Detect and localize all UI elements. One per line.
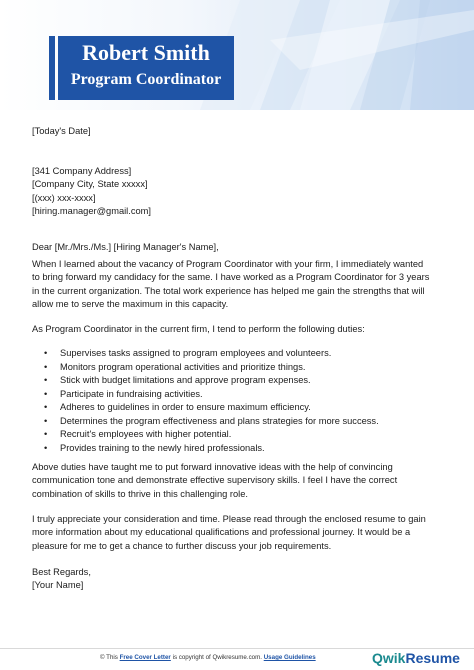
duty-text: Supervises tasks assigned to program employees and volunteers. bbox=[60, 348, 332, 358]
name-banner bbox=[58, 36, 234, 100]
closing2-line: pleasure for me to get a chance to further discuss your job requirements. bbox=[32, 540, 332, 551]
duty-text: Determines the program effectiveness and plans strategies for more success. bbox=[60, 415, 379, 426]
intro-line: allow me to serve the maximum in this capacity. bbox=[32, 299, 229, 310]
duty-item bbox=[44, 388, 444, 402]
duty-text: Monitors program operational activities and prioritize things. bbox=[60, 361, 306, 372]
signoff-regards: Best Regards, bbox=[32, 567, 91, 577]
bullet-icon: • bbox=[44, 388, 48, 399]
signoff-block bbox=[32, 566, 452, 593]
duty-text: Provides training to the newly hired professionals. bbox=[60, 442, 265, 453]
duty-item bbox=[44, 442, 444, 456]
closing1-line: combination of skills to thrive in this challenging role. bbox=[32, 488, 249, 499]
duty-item bbox=[44, 428, 444, 442]
intro-line: to bring forward my candidacy for the same. I have worked as a Program Coordinator for 3 years bbox=[32, 272, 430, 283]
duty-item bbox=[44, 401, 444, 415]
duty-text: Stick with budget limitations and approve program expenses. bbox=[60, 375, 311, 385]
duties-intro: As Program Coordinator in the current firm, I tend to perform the following duties: bbox=[32, 324, 365, 334]
applicant-title: Program Coordinator bbox=[70, 71, 222, 88]
intro-paragraph bbox=[32, 258, 452, 312]
bullet-icon: • bbox=[44, 442, 48, 453]
signoff-name: [Your Name] bbox=[32, 580, 84, 591]
recipient-email: [hiring.manager@gmail.com] bbox=[32, 206, 151, 217]
free-cover-letter-link[interactable]: Free Cover Letter bbox=[119, 654, 171, 661]
letter-date: [Today's Date] bbox=[32, 126, 91, 136]
bullet-icon: • bbox=[44, 375, 48, 385]
duty-text: Recruit's employees with higher potential. bbox=[60, 429, 232, 439]
logo-qwik: Qwik bbox=[372, 650, 406, 666]
duty-item bbox=[44, 347, 444, 361]
duty-item bbox=[44, 415, 444, 429]
duty-item bbox=[44, 361, 444, 375]
footer-middle: is copyright of Qwikresume.com. bbox=[172, 654, 262, 661]
closing1-line: communication tone and demonstrate effective supervisory skills. I feel I have the correct bbox=[32, 475, 398, 486]
closing2-line: more information about my educational qualifications and professional journey. It would be a bbox=[32, 527, 411, 538]
banner-accent bbox=[49, 36, 55, 100]
applicant-name: Robert Smith bbox=[82, 40, 210, 65]
bullet-icon: • bbox=[44, 402, 48, 412]
footer-copyright bbox=[100, 654, 316, 661]
intro-line: When I learned about the vacancy of Program Coordinator with your firm, I immediately wanted bbox=[32, 259, 424, 269]
recipient-address: [341 Company Address] bbox=[32, 166, 132, 176]
duty-text: Adheres to guidelines in order to ensure maximum efficiency. bbox=[60, 402, 311, 412]
closing-paragraph-2 bbox=[32, 513, 452, 553]
duties-list bbox=[44, 347, 444, 455]
duty-item bbox=[44, 374, 444, 388]
intro-line: in the current organization. The total work experience has helped me gain the strengths that will bbox=[32, 285, 425, 296]
salutation: Dear [Mr./Mrs./Ms.] [Hiring Manager's Name], bbox=[32, 242, 219, 252]
qwikresume-logo[interactable] bbox=[372, 650, 460, 666]
closing1-line: Above duties have taught me to put forward innovative ideas with the help of convincing bbox=[32, 462, 393, 472]
bullet-icon: • bbox=[44, 361, 48, 372]
usage-guidelines-link[interactable]: Usage Guidelines bbox=[263, 654, 316, 661]
bullet-icon: • bbox=[44, 348, 48, 358]
logo-resume: Resume bbox=[405, 650, 460, 666]
recipient-block bbox=[32, 165, 452, 219]
recipient-city: [Company City, State xxxxx] bbox=[32, 179, 148, 190]
bullet-icon: • bbox=[44, 429, 48, 439]
footer-prefix: © This bbox=[100, 654, 118, 661]
duty-text: Participate in fundraising activities. bbox=[60, 388, 203, 399]
recipient-phone: [(xxx) xxx-xxxx] bbox=[32, 192, 96, 203]
page-footer bbox=[0, 648, 474, 670]
closing2-line: I truly appreciate your consideration and time. Please read through the enclosed resume to gain bbox=[32, 514, 426, 524]
bullet-icon: • bbox=[44, 415, 48, 426]
closing-paragraph-1 bbox=[32, 461, 452, 501]
